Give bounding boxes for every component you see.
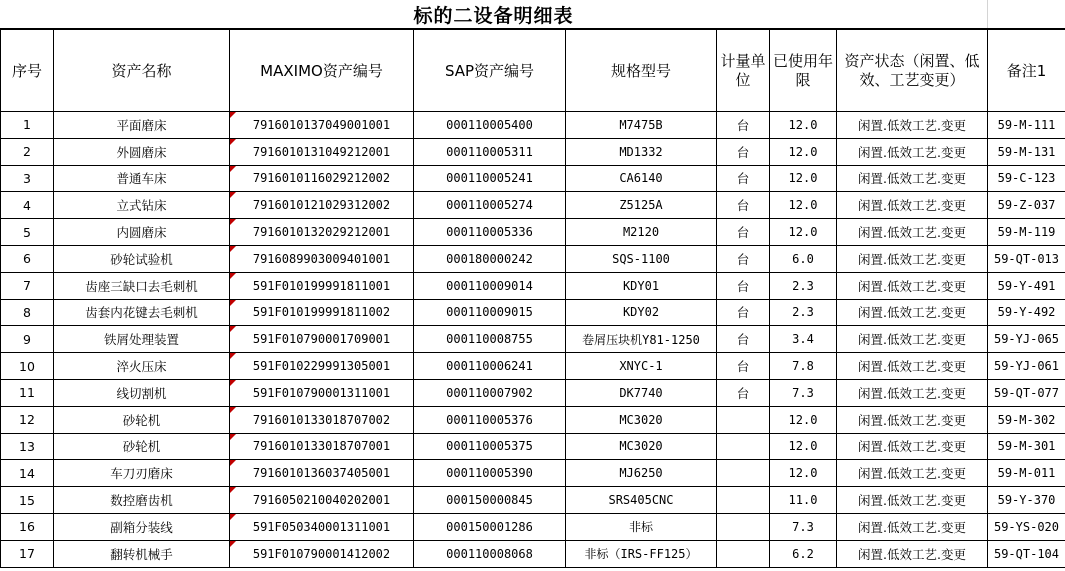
cell-note[interactable]: 59-M-131	[988, 138, 1065, 165]
empty-cell[interactable]	[987, 0, 1065, 28]
cell-status[interactable]: 闲置.低效工艺.变更	[837, 219, 988, 246]
cell-note[interactable]: 59-YJ-061	[988, 353, 1065, 380]
cell-unit[interactable]: 台	[717, 245, 770, 272]
cell-spec[interactable]: MD1332	[566, 138, 717, 165]
cell-name[interactable]: 平面磨床	[54, 112, 230, 139]
cell-note[interactable]: 59-QT-104	[988, 540, 1065, 567]
cell-seq[interactable]: 17	[1, 540, 54, 567]
cell-unit[interactable]	[717, 433, 770, 460]
cell-sap[interactable]: 000110009015	[414, 299, 566, 326]
cell-unit[interactable]: 台	[717, 272, 770, 299]
header-status[interactable]: 资产状态（闲置、低效、工艺变更）	[837, 29, 988, 112]
cell-sap[interactable]: 000150000845	[414, 487, 566, 514]
cell-name[interactable]: 数控磨齿机	[54, 487, 230, 514]
sheet-title[interactable]: 标的二设备明细表	[413, 4, 574, 27]
cell-spec[interactable]: DK7740	[566, 379, 717, 406]
table-row	[1, 138, 1065, 165]
cell-seq[interactable]: 3	[1, 165, 54, 192]
header-years[interactable]: 已使用年限	[770, 29, 837, 112]
table-row	[1, 487, 1065, 514]
equipment-table	[0, 28, 1065, 568]
cell-years[interactable]: 12.0	[770, 112, 837, 139]
cell-note[interactable]: 59-Y-492	[988, 299, 1065, 326]
table-row	[1, 353, 1065, 380]
cell-seq[interactable]: 6	[1, 245, 54, 272]
cell-status[interactable]: 闲置.低效工艺.变更	[837, 272, 988, 299]
cell-spec[interactable]: M7475B	[566, 112, 717, 139]
cell-maximo[interactable]: 591F010199991811002	[230, 299, 414, 326]
cell-unit[interactable]: 台	[717, 138, 770, 165]
table-row	[1, 406, 1065, 433]
table-row	[1, 326, 1065, 353]
table-row	[1, 513, 1065, 540]
cell-name[interactable]: 内圆磨床	[54, 219, 230, 246]
cell-maximo[interactable]: 7916010121029312002	[230, 192, 414, 219]
cell-sap[interactable]: 000110005376	[414, 406, 566, 433]
cell-unit[interactable]	[717, 487, 770, 514]
table-row	[1, 272, 1065, 299]
cell-status[interactable]: 闲置.低效工艺.变更	[837, 353, 988, 380]
cell-spec[interactable]: CA6140	[566, 165, 717, 192]
cell-unit[interactable]	[717, 540, 770, 567]
cell-years[interactable]: 12.0	[770, 219, 837, 246]
cell-sap[interactable]: 000110005400	[414, 112, 566, 139]
cell-sap[interactable]: 000110008755	[414, 326, 566, 353]
cell-sap[interactable]: 000110008068	[414, 540, 566, 567]
cell-note[interactable]: 59-M-119	[988, 219, 1065, 246]
cell-years[interactable]: 12.0	[770, 165, 837, 192]
cell-years[interactable]: 6.2	[770, 540, 837, 567]
cell-years[interactable]: 12.0	[770, 406, 837, 433]
cell-status[interactable]: 闲置.低效工艺.变更	[837, 112, 988, 139]
table-row	[1, 112, 1065, 139]
cell-years[interactable]: 12.0	[770, 138, 837, 165]
cell-spec[interactable]: 卷屑压块机Y81-1250	[566, 326, 717, 353]
cell-name[interactable]: 砂轮机	[54, 433, 230, 460]
cell-sap[interactable]: 000110009014	[414, 272, 566, 299]
cell-seq[interactable]: 1	[1, 112, 54, 139]
table-row	[1, 379, 1065, 406]
cell-name[interactable]: 副箱分装线	[54, 513, 230, 540]
cell-years[interactable]: 11.0	[770, 487, 837, 514]
cell-seq[interactable]: 15	[1, 487, 54, 514]
cell-years[interactable]: 7.8	[770, 353, 837, 380]
cell-seq[interactable]: 5	[1, 219, 54, 246]
cell-note[interactable]: 59-Y-491	[988, 272, 1065, 299]
cell-name[interactable]: 翻转机械手	[54, 540, 230, 567]
cell-seq[interactable]: 7	[1, 272, 54, 299]
cell-spec[interactable]: KDY02	[566, 299, 717, 326]
cell-spec[interactable]: 非标（IRS-FF125）	[566, 540, 717, 567]
cell-spec[interactable]: KDY01	[566, 272, 717, 299]
cell-sap[interactable]: 000110006241	[414, 353, 566, 380]
cell-years[interactable]: 12.0	[770, 192, 837, 219]
cell-seq[interactable]: 16	[1, 513, 54, 540]
cell-unit[interactable]: 台	[717, 192, 770, 219]
cell-unit[interactable]: 台	[717, 326, 770, 353]
cell-spec[interactable]: 非标	[566, 513, 717, 540]
cell-unit[interactable]: 台	[717, 379, 770, 406]
cell-spec[interactable]: SQS-1100	[566, 245, 717, 272]
cell-maximo[interactable]: 7916010116029212002	[230, 165, 414, 192]
cell-note[interactable]: 59-M-111	[988, 112, 1065, 139]
cell-maximo[interactable]: 7916010133018707001	[230, 433, 414, 460]
header-row	[1, 29, 1065, 112]
header-maximo[interactable]: MAXIMO资产编号	[230, 29, 414, 112]
cell-unit[interactable]: 台	[717, 299, 770, 326]
table-row	[1, 460, 1065, 487]
cell-status[interactable]: 闲置.低效工艺.变更	[837, 326, 988, 353]
cell-maximo[interactable]: 591F010199991811001	[230, 272, 414, 299]
header-note[interactable]: 备注1	[988, 29, 1065, 112]
cell-name[interactable]: 砂轮试验机	[54, 245, 230, 272]
cell-sap[interactable]: 000110005336	[414, 219, 566, 246]
cell-years[interactable]: 7.3	[770, 379, 837, 406]
cell-name[interactable]: 车刀刃磨床	[54, 460, 230, 487]
table-row	[1, 299, 1065, 326]
cell-years[interactable]: 7.3	[770, 513, 837, 540]
cell-years[interactable]: 2.3	[770, 272, 837, 299]
cell-status[interactable]: 闲置.低效工艺.变更	[837, 540, 988, 567]
cell-maximo[interactable]: 7916010132029212001	[230, 219, 414, 246]
cell-years[interactable]: 2.3	[770, 299, 837, 326]
cell-maximo[interactable]: 591F010790001709001	[230, 326, 414, 353]
table-row	[1, 433, 1065, 460]
cell-unit[interactable]	[717, 460, 770, 487]
cell-spec[interactable]: MJ6250	[566, 460, 717, 487]
cell-name[interactable]: 线切割机	[54, 379, 230, 406]
cell-unit[interactable]: 台	[717, 353, 770, 380]
cell-maximo[interactable]: 7916050210040202001	[230, 487, 414, 514]
cell-maximo[interactable]: 7916010133018707002	[230, 406, 414, 433]
cell-seq[interactable]: 8	[1, 299, 54, 326]
cell-note[interactable]: 59-QT-013	[988, 245, 1065, 272]
cell-sap[interactable]: 000110005311	[414, 138, 566, 165]
header-sap[interactable]: SAP资产编号	[414, 29, 566, 112]
cell-spec[interactable]: XNYC-1	[566, 353, 717, 380]
cell-status[interactable]: 闲置.低效工艺.变更	[837, 165, 988, 192]
table-row	[1, 540, 1065, 567]
cell-maximo[interactable]: 7916010136037405001	[230, 460, 414, 487]
cell-unit[interactable]: 台	[717, 112, 770, 139]
cell-note[interactable]: 59-M-011	[988, 460, 1065, 487]
cell-note[interactable]: 59-M-302	[988, 406, 1065, 433]
cell-status[interactable]: 闲置.低效工艺.变更	[837, 299, 988, 326]
cell-seq[interactable]: 11	[1, 379, 54, 406]
cell-maximo[interactable]: 591F010229991305001	[230, 353, 414, 380]
cell-maximo[interactable]: 591F050340001311001	[230, 513, 414, 540]
cell-status[interactable]: 闲置.低效工艺.变更	[837, 245, 988, 272]
cell-name[interactable]: 齿套内花键去毛刺机	[54, 299, 230, 326]
header-spec[interactable]: 规格型号	[566, 29, 717, 112]
cell-note[interactable]: 59-QT-077	[988, 379, 1065, 406]
cell-status[interactable]: 闲置.低效工艺.变更	[837, 433, 988, 460]
table-row	[1, 165, 1065, 192]
cell-seq[interactable]: 14	[1, 460, 54, 487]
cell-name[interactable]: 砂轮机	[54, 406, 230, 433]
cell-name[interactable]: 普通车床	[54, 165, 230, 192]
cell-seq[interactable]: 4	[1, 192, 54, 219]
header-name[interactable]: 资产名称	[54, 29, 230, 112]
cell-maximo[interactable]: 591F010790001311001	[230, 379, 414, 406]
cell-note[interactable]: 59-Z-037	[988, 192, 1065, 219]
cell-seq[interactable]: 10	[1, 353, 54, 380]
cell-unit[interactable]: 台	[717, 165, 770, 192]
cell-status[interactable]: 闲置.低效工艺.变更	[837, 460, 988, 487]
cell-note[interactable]: 59-YS-020	[988, 513, 1065, 540]
cell-name[interactable]: 淬火压床	[54, 353, 230, 380]
cell-status[interactable]: 闲置.低效工艺.变更	[837, 406, 988, 433]
cell-name[interactable]: 铁屑处理装置	[54, 326, 230, 353]
cell-years[interactable]: 12.0	[770, 433, 837, 460]
cell-name[interactable]: 立式钻床	[54, 192, 230, 219]
cell-seq[interactable]: 2	[1, 138, 54, 165]
cell-note[interactable]: 59-C-123	[988, 165, 1065, 192]
cell-seq[interactable]: 13	[1, 433, 54, 460]
cell-sap[interactable]: 000110005274	[414, 192, 566, 219]
cell-sap[interactable]: 000110005390	[414, 460, 566, 487]
cell-note[interactable]: 59-YJ-065	[988, 326, 1065, 353]
cell-sap[interactable]: 000180000242	[414, 245, 566, 272]
cell-spec[interactable]: SRS405CNC	[566, 487, 717, 514]
cell-maximo[interactable]: 591F010790001412002	[230, 540, 414, 567]
cell-status[interactable]: 闲置.低效工艺.变更	[837, 487, 988, 514]
table-row	[1, 245, 1065, 272]
header-seq[interactable]: 序号	[1, 29, 54, 112]
cell-name[interactable]: 齿座三缺口去毛刺机	[54, 272, 230, 299]
cell-status[interactable]: 闲置.低效工艺.变更	[837, 379, 988, 406]
cell-maximo[interactable]: 7916010137049001001	[230, 112, 414, 139]
table-row	[1, 219, 1065, 246]
cell-unit[interactable]: 台	[717, 219, 770, 246]
cell-note[interactable]: 59-M-301	[988, 433, 1065, 460]
cell-unit[interactable]	[717, 513, 770, 540]
cell-maximo[interactable]: 7916010131049212001	[230, 138, 414, 165]
table-row	[1, 192, 1065, 219]
cell-spec[interactable]: MC3020	[566, 406, 717, 433]
cell-status[interactable]: 闲置.低效工艺.变更	[837, 513, 988, 540]
cell-status[interactable]: 闲置.低效工艺.变更	[837, 192, 988, 219]
cell-sap[interactable]: 000110005241	[414, 165, 566, 192]
cell-spec[interactable]: MC3020	[566, 433, 717, 460]
cell-seq[interactable]: 12	[1, 406, 54, 433]
cell-name[interactable]: 外圆磨床	[54, 138, 230, 165]
cell-seq[interactable]: 9	[1, 326, 54, 353]
cell-status[interactable]: 闲置.低效工艺.变更	[837, 138, 988, 165]
cell-years[interactable]: 6.0	[770, 245, 837, 272]
cell-spec[interactable]: M2120	[566, 219, 717, 246]
cell-maximo[interactable]: 7916089903009401001	[230, 245, 414, 272]
cell-sap[interactable]: 000110005375	[414, 433, 566, 460]
cell-years[interactable]: 3.4	[770, 326, 837, 353]
cell-sap[interactable]: 000150001286	[414, 513, 566, 540]
cell-unit[interactable]	[717, 406, 770, 433]
cell-sap[interactable]: 000110007902	[414, 379, 566, 406]
header-unit[interactable]: 计量单位	[717, 29, 770, 112]
cell-spec[interactable]: Z5125A	[566, 192, 717, 219]
cell-note[interactable]: 59-Y-370	[988, 487, 1065, 514]
cell-years[interactable]: 12.0	[770, 460, 837, 487]
